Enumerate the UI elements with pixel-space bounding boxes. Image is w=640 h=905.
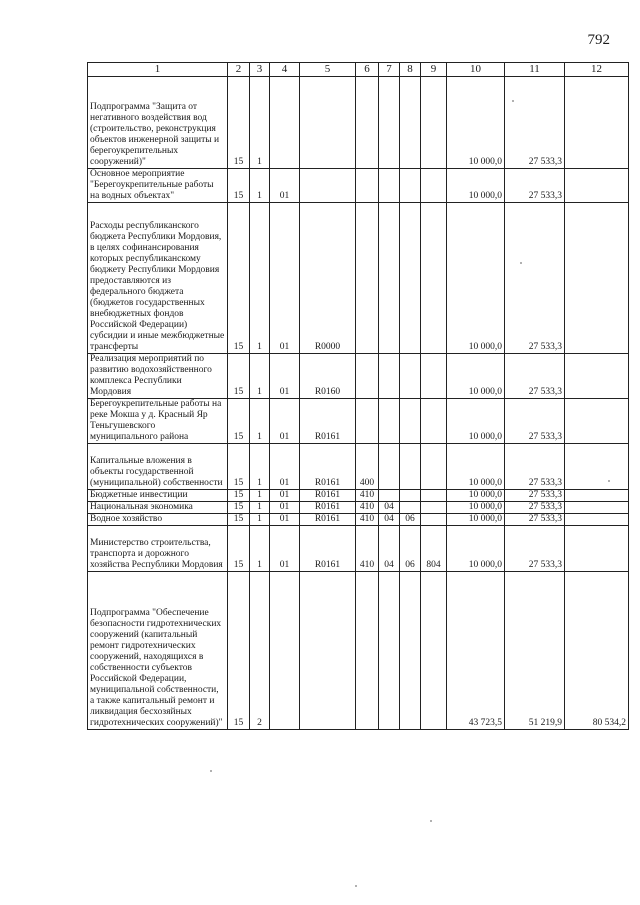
code-4: 01	[279, 432, 290, 442]
code-8-cell	[400, 490, 421, 502]
amount-10: 43 723,5	[468, 718, 502, 728]
code-3: 2	[257, 718, 262, 728]
code-5-cell	[300, 399, 356, 444]
code-8-cell	[400, 572, 421, 730]
code-3-cell	[250, 169, 270, 203]
code-2-cell	[228, 354, 250, 399]
code-3: 1	[257, 514, 262, 524]
amount-11: 27 533,3	[528, 490, 562, 500]
code-3-cell	[250, 77, 270, 169]
code-8-cell	[400, 169, 421, 203]
code-2-cell	[228, 490, 250, 502]
code-2-cell	[228, 77, 250, 169]
col-header: 9	[421, 63, 447, 77]
code-2: 15	[233, 718, 244, 728]
code-9-cell	[421, 444, 447, 490]
row-name: Национальная экономика	[90, 502, 193, 512]
code-3-cell	[250, 444, 270, 490]
col-header: 12	[565, 63, 629, 77]
amount-10: 10 000,0	[468, 432, 502, 442]
row-name: Подпрограмма "Защита от негативного воздействия вод (строительство, реконструкция объектов инженерной защиты и берегоукрепительных сооружений)"	[90, 102, 220, 167]
code-8-cell	[400, 514, 421, 526]
row-name: Водное хозяйство	[90, 514, 163, 524]
code-5-cell	[300, 490, 356, 502]
code-6-cell	[356, 354, 379, 399]
code-9-cell	[421, 514, 447, 526]
amount-12-cell	[565, 354, 629, 399]
amount-12-cell	[565, 203, 629, 354]
amount-12-cell	[565, 514, 629, 526]
amount-11: 27 533,3	[528, 342, 562, 352]
code-3: 1	[257, 387, 262, 397]
row-name: Бюджетные инвестиции	[90, 490, 188, 500]
code-7: 04	[384, 502, 394, 512]
col-header: 1	[88, 63, 228, 77]
code-3-cell	[250, 526, 270, 572]
amount-11-cell	[505, 572, 565, 730]
col-header: 7	[379, 63, 400, 77]
amount-12-cell	[565, 502, 629, 514]
amount-10-cell	[447, 77, 505, 169]
row-name: Основное мероприятие "Берегоукрепительные работы на водных объектах"	[90, 169, 214, 201]
code-2-cell	[228, 399, 250, 444]
row-name-cell	[88, 514, 228, 526]
code-7: 04	[384, 560, 394, 570]
code-3: 1	[257, 432, 262, 442]
row-name-cell	[88, 77, 228, 169]
code-5: R0161	[314, 560, 341, 570]
table-row	[88, 526, 629, 572]
row-name-cell	[88, 490, 228, 502]
row-name: Берегоукрепительные работы на реке Мокша у д. Красный Яр Теньгушевского муниципального района	[90, 399, 222, 442]
code-3-cell	[250, 399, 270, 444]
amount-12-cell	[565, 444, 629, 490]
header-row	[88, 63, 629, 77]
code-9-cell	[421, 502, 447, 514]
code-4-cell	[270, 502, 300, 514]
code-9-cell	[421, 572, 447, 730]
amount-11: 27 533,3	[528, 191, 562, 201]
code-7-cell	[379, 514, 400, 526]
code-7-cell	[379, 572, 400, 730]
scan-speck	[608, 480, 610, 482]
table-row	[88, 444, 629, 490]
code-5: R0000	[314, 342, 341, 352]
amount-10: 10 000,0	[468, 157, 502, 167]
amount-10-cell	[447, 354, 505, 399]
amount-10-cell	[447, 203, 505, 354]
amount-11-cell	[505, 502, 565, 514]
code-2-cell	[228, 526, 250, 572]
code-2: 15	[233, 387, 244, 397]
amount-11-cell	[505, 444, 565, 490]
code-2: 15	[233, 157, 244, 167]
amount-11: 27 533,3	[528, 432, 562, 442]
table-row	[88, 502, 629, 514]
amount-12: 80 534,2	[592, 718, 626, 728]
code-6-cell	[356, 77, 379, 169]
amount-12-cell	[565, 490, 629, 502]
code-6: 410	[359, 514, 375, 524]
code-4-cell	[270, 572, 300, 730]
code-5-cell	[300, 502, 356, 514]
row-name-cell	[88, 526, 228, 572]
code-7-cell	[379, 502, 400, 514]
col-header: 6	[356, 63, 379, 77]
amount-10: 10 000,0	[468, 387, 502, 397]
code-3: 1	[257, 560, 262, 570]
code-5: R0161	[314, 432, 341, 442]
code-9-cell	[421, 490, 447, 502]
code-3: 1	[257, 502, 262, 512]
scan-speck	[512, 100, 514, 102]
amount-10: 10 000,0	[468, 502, 502, 512]
amount-11: 27 533,3	[528, 560, 562, 570]
row-name: Реализация мероприятий по развитию водохозяйственного комплекса Республики Мордовия	[90, 354, 212, 397]
code-7-cell	[379, 354, 400, 399]
code-5: R0161	[314, 502, 341, 512]
row-name-cell	[88, 399, 228, 444]
code-9-cell	[421, 169, 447, 203]
code-4-cell	[270, 526, 300, 572]
table-row	[88, 490, 629, 502]
code-4: 01	[279, 191, 290, 201]
code-2: 15	[233, 191, 244, 201]
code-8-cell	[400, 203, 421, 354]
amount-11: 51 219,9	[528, 718, 562, 728]
amount-10-cell	[447, 490, 505, 502]
code-6-cell	[356, 203, 379, 354]
code-5-cell	[300, 77, 356, 169]
amount-10-cell	[447, 169, 505, 203]
code-6-cell	[356, 514, 379, 526]
code-5: R0161	[314, 478, 341, 488]
table-row	[88, 572, 629, 730]
table-row	[88, 169, 629, 203]
code-2: 15	[233, 490, 244, 500]
code-3-cell	[250, 354, 270, 399]
row-name-cell	[88, 203, 228, 354]
code-6: 410	[359, 502, 375, 512]
amount-10: 10 000,0	[468, 490, 502, 500]
code-9: 804	[426, 560, 441, 570]
amount-10-cell	[447, 572, 505, 730]
code-6-cell	[356, 169, 379, 203]
code-7-cell	[379, 169, 400, 203]
table-row	[88, 354, 629, 399]
amount-11: 27 533,3	[528, 157, 562, 167]
code-4: 01	[279, 490, 290, 500]
code-2-cell	[228, 169, 250, 203]
code-7-cell	[379, 399, 400, 444]
code-2-cell	[228, 203, 250, 354]
code-2-cell	[228, 514, 250, 526]
code-3-cell	[250, 502, 270, 514]
amount-10: 10 000,0	[468, 191, 502, 201]
code-8-cell	[400, 354, 421, 399]
code-5-cell	[300, 444, 356, 490]
row-name-cell	[88, 444, 228, 490]
amount-11-cell	[505, 514, 565, 526]
amount-10-cell	[447, 399, 505, 444]
code-7-cell	[379, 77, 400, 169]
code-4: 01	[279, 342, 290, 352]
code-5: R0161	[314, 490, 341, 500]
code-3: 1	[257, 342, 262, 352]
col-header: 4	[270, 63, 300, 77]
code-2: 15	[233, 502, 244, 512]
amount-11: 27 533,3	[528, 478, 562, 488]
code-3: 1	[257, 191, 262, 201]
amount-11: 27 533,3	[528, 514, 562, 524]
amount-10: 10 000,0	[468, 560, 502, 570]
code-4-cell	[270, 354, 300, 399]
code-4-cell	[270, 203, 300, 354]
col-header: 3	[250, 63, 270, 77]
code-7-cell	[379, 490, 400, 502]
row-name: Расходы республиканского бюджета Республики Мордовия, в целях софинансирования которых республиканскому бюджету Республики Мордовия предоставляются из федерального бюджета (бюджетов государственных внебюджетных фондов Российской Федерации) субсидии и иные межбюджетные трансферты	[90, 221, 225, 352]
code-2: 15	[233, 514, 244, 524]
amount-10: 10 000,0	[468, 514, 502, 524]
code-7: 04	[384, 514, 394, 524]
code-2-cell	[228, 444, 250, 490]
code-6-cell	[356, 490, 379, 502]
code-4-cell	[270, 444, 300, 490]
amount-10-cell	[447, 514, 505, 526]
col-header: 2	[228, 63, 250, 77]
code-3-cell	[250, 572, 270, 730]
code-5-cell	[300, 526, 356, 572]
amount-11-cell	[505, 203, 565, 354]
code-6-cell	[356, 526, 379, 572]
amount-11-cell	[505, 169, 565, 203]
code-5-cell	[300, 572, 356, 730]
amount-11-cell	[505, 354, 565, 399]
code-4-cell	[270, 490, 300, 502]
code-6-cell	[356, 444, 379, 490]
amount-11-cell	[505, 526, 565, 572]
code-9-cell	[421, 77, 447, 169]
amount-12-cell	[565, 77, 629, 169]
code-5: R0161	[314, 514, 341, 524]
code-5-cell	[300, 514, 356, 526]
code-5: R0160	[314, 387, 341, 397]
page-number: 792	[587, 32, 610, 48]
code-8-cell	[400, 526, 421, 572]
code-8: 06	[405, 560, 415, 570]
table-row	[88, 203, 629, 354]
code-2-cell	[228, 502, 250, 514]
code-6: 410	[359, 560, 375, 570]
scan-speck	[210, 770, 212, 772]
amount-10: 10 000,0	[468, 342, 502, 352]
code-8-cell	[400, 399, 421, 444]
code-3-cell	[250, 203, 270, 354]
code-3-cell	[250, 514, 270, 526]
code-7-cell	[379, 203, 400, 354]
code-3-cell	[250, 490, 270, 502]
amount-11: 27 533,3	[528, 502, 562, 512]
scan-speck	[520, 262, 522, 264]
row-name: Министерство строительства, транспорта и дорожного хозяйства Республики Мордовия	[90, 538, 223, 570]
row-name-cell	[88, 169, 228, 203]
code-3: 1	[257, 157, 262, 167]
code-9-cell	[421, 354, 447, 399]
code-4: 01	[279, 387, 290, 397]
code-8-cell	[400, 444, 421, 490]
code-9-cell	[421, 203, 447, 354]
code-7-cell	[379, 526, 400, 572]
amount-11-cell	[505, 77, 565, 169]
code-8-cell	[400, 77, 421, 169]
code-5-cell	[300, 203, 356, 354]
code-2: 15	[233, 432, 244, 442]
code-3: 1	[257, 490, 262, 500]
amount-11: 27 533,3	[528, 387, 562, 397]
table-row	[88, 514, 629, 526]
code-4: 01	[279, 502, 290, 512]
code-2: 15	[233, 478, 244, 488]
code-9-cell	[421, 399, 447, 444]
amount-12-cell	[565, 169, 629, 203]
amount-11-cell	[505, 490, 565, 502]
code-4-cell	[270, 514, 300, 526]
code-2-cell	[228, 572, 250, 730]
amount-12-cell	[565, 399, 629, 444]
code-2: 15	[233, 560, 244, 570]
amount-10-cell	[447, 502, 505, 514]
col-header: 5	[300, 63, 356, 77]
code-6-cell	[356, 502, 379, 514]
amount-11-cell	[505, 399, 565, 444]
col-header: 8	[400, 63, 421, 77]
code-4: 01	[279, 478, 290, 488]
amount-10-cell	[447, 526, 505, 572]
row-name-cell	[88, 354, 228, 399]
row-name-cell	[88, 502, 228, 514]
amount-12-cell	[565, 572, 629, 730]
code-3: 1	[257, 478, 262, 488]
code-8: 06	[405, 514, 415, 524]
scan-speck	[430, 820, 432, 822]
code-4-cell	[270, 77, 300, 169]
code-6-cell	[356, 572, 379, 730]
col-header: 10	[447, 63, 505, 77]
code-4-cell	[270, 399, 300, 444]
code-6: 400	[359, 478, 375, 488]
code-9-cell	[421, 526, 447, 572]
code-4-cell	[270, 169, 300, 203]
budget-table	[87, 62, 629, 730]
row-name: Подпрограмма "Обеспечение безопасности гидротехнических сооружений (капитальный ремонт гидротехнических сооружений, находящихся в собственности субъектов Российской Федерации, муниципальной собственности, а также капитальный ремонт и ликвидация бесхозяйных гидротехнических сооружений)"	[90, 608, 223, 728]
code-4: 01	[279, 560, 290, 570]
amount-10: 10 000,0	[468, 478, 502, 488]
scan-speck	[355, 885, 357, 887]
row-name-cell	[88, 572, 228, 730]
code-7-cell	[379, 444, 400, 490]
table-row	[88, 77, 629, 169]
code-6: 410	[359, 490, 375, 500]
code-6-cell	[356, 399, 379, 444]
amount-10-cell	[447, 444, 505, 490]
code-8-cell	[400, 502, 421, 514]
col-header: 11	[505, 63, 565, 77]
code-5-cell	[300, 169, 356, 203]
code-2: 15	[233, 342, 244, 352]
row-name: Капитальные вложения в объекты государственной (муниципальной) собственности	[90, 456, 223, 488]
table-row	[88, 399, 629, 444]
code-5-cell	[300, 354, 356, 399]
code-4: 01	[279, 514, 290, 524]
amount-12-cell	[565, 526, 629, 572]
